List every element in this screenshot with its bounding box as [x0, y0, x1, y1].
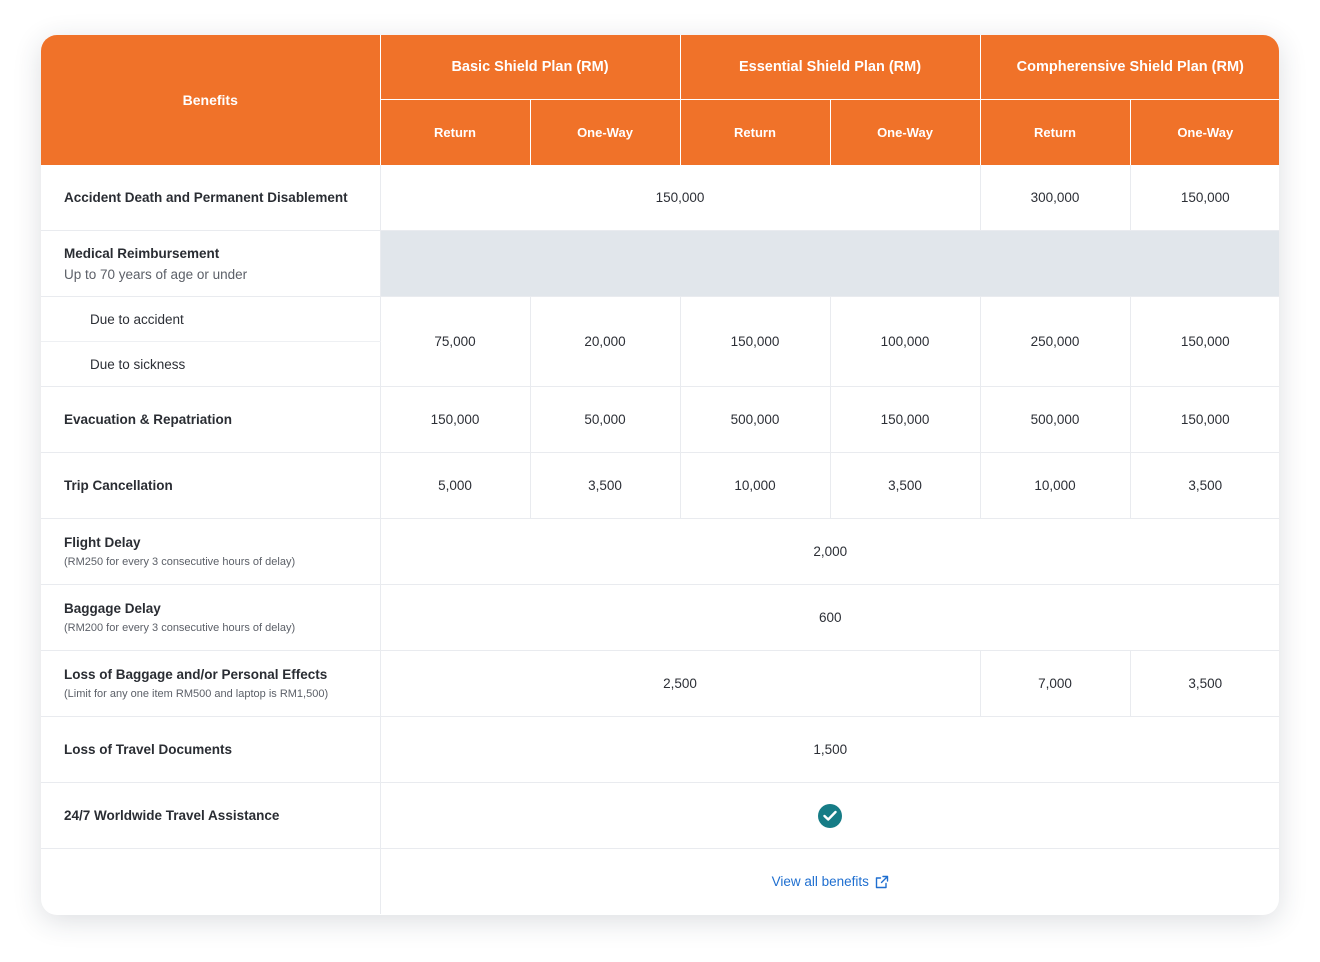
benefit-name: Trip Cancellation: [64, 478, 173, 493]
row-travel-assistance: [41, 783, 1279, 849]
row-label: [41, 717, 380, 783]
comprehensive-oneway-value: 3,500: [1130, 453, 1279, 519]
row-medical-reimbursement: [41, 231, 1279, 297]
essential-oneway-value: 150,000: [830, 387, 980, 453]
all-plans-value: 1,500: [380, 717, 1279, 783]
essential-oneway-header: One-Way: [830, 100, 980, 166]
sub-benefit-accident: Due to accident: [41, 297, 380, 342]
benefit-name: Baggage Delay: [64, 601, 161, 616]
basic-oneway-value: 20,000: [530, 297, 680, 387]
all-plans-value: 2,000: [380, 519, 1279, 585]
comprehensive-oneway-value: 150,000: [1130, 297, 1279, 387]
basic-return-value: 75,000: [380, 297, 530, 387]
comprehensive-return-value: 7,000: [980, 651, 1130, 717]
comprehensive-return-value: 500,000: [980, 387, 1130, 453]
row-label: [41, 585, 380, 651]
benefit-name: Accident Death and Permanent Disablement: [64, 190, 348, 205]
row-label: [41, 231, 380, 297]
row-label: [41, 165, 380, 231]
essential-plan-header: Essential Shield Plan (RM): [680, 35, 980, 100]
comprehensive-oneway-value: 3,500: [1130, 651, 1279, 717]
footer-empty-cell: [41, 849, 380, 915]
view-all-benefits-link[interactable]: [772, 874, 889, 889]
essential-oneway-value: 100,000: [830, 297, 980, 387]
row-evacuation: [41, 387, 1279, 453]
essential-return-value: 10,000: [680, 453, 830, 519]
row-label: [41, 453, 380, 519]
section-band: [380, 231, 1279, 297]
essential-return-value: 500,000: [680, 387, 830, 453]
benefits-table: [41, 35, 1279, 914]
benefit-note: (RM250 for every 3 consecutive hours of delay): [64, 556, 296, 568]
comprehensive-return-value: 250,000: [980, 297, 1130, 387]
essential-return-value: 150,000: [680, 297, 830, 387]
row-label: [41, 519, 380, 585]
benefit-note: (RM200 for every 3 consecutive hours of delay): [64, 622, 296, 634]
sub-benefit-sickness: Due to sickness: [41, 342, 380, 387]
row-footer: [41, 849, 1279, 915]
basic-oneway-header: One-Way: [530, 100, 680, 166]
basic-plan-header: Basic Shield Plan (RM): [380, 35, 680, 100]
essential-return-header: Return: [680, 100, 830, 166]
row-loss-of-documents: [41, 717, 1279, 783]
comprehensive-return-value: 10,000: [980, 453, 1130, 519]
basic-essential-value: 150,000: [380, 165, 980, 231]
row-due-to-accident: [41, 297, 1279, 342]
external-link-icon: [875, 875, 889, 889]
comprehensive-oneway-header: One-Way: [1130, 100, 1279, 166]
check-circle-icon: [818, 804, 842, 828]
row-accident-death: [41, 165, 1279, 231]
benefit-name: Evacuation & Repatriation: [64, 412, 233, 427]
row-baggage-delay: [41, 585, 1279, 651]
benefit-note: Up to 70 years of age or under: [64, 266, 248, 282]
view-all-benefits-text: View all benefits: [771, 874, 869, 889]
comprehensive-oneway-value: 150,000: [1130, 165, 1279, 231]
benefit-name: Medical Reimbursement: [64, 245, 220, 261]
benefit-note: (Limit for any one item RM500 and laptop is RM1,500): [64, 688, 329, 700]
row-trip-cancellation: [41, 453, 1279, 519]
all-plans-value: [380, 783, 1279, 849]
benefit-name: 24/7 Worldwide Travel Assistance: [64, 808, 280, 823]
basic-oneway-value: 50,000: [530, 387, 680, 453]
row-label: [41, 783, 380, 849]
basic-oneway-value: 3,500: [530, 453, 680, 519]
basic-return-header: Return: [380, 100, 530, 166]
row-flight-delay: [41, 519, 1279, 585]
essential-oneway-value: 3,500: [830, 453, 980, 519]
row-loss-of-baggage: [41, 651, 1279, 717]
comprehensive-plan-header: Compherensive Shield Plan (RM): [980, 35, 1279, 100]
benefits-header: Benefits: [41, 35, 380, 165]
row-label: [41, 651, 380, 717]
basic-return-value: 5,000: [380, 453, 530, 519]
footer-link-cell: [380, 849, 1279, 915]
comprehensive-oneway-value: 150,000: [1130, 387, 1279, 453]
benefits-comparison-card: [41, 35, 1279, 915]
comprehensive-return-header: Return: [980, 100, 1130, 166]
benefit-name: Flight Delay: [64, 535, 141, 550]
benefit-name: Loss of Baggage and/or Personal Effects: [64, 667, 328, 682]
benefit-name: Loss of Travel Documents: [64, 742, 233, 757]
row-label: [41, 387, 380, 453]
comprehensive-return-value: 300,000: [980, 165, 1130, 231]
basic-essential-value: 2,500: [380, 651, 980, 717]
all-plans-value: 600: [380, 585, 1279, 651]
basic-return-value: 150,000: [380, 387, 530, 453]
